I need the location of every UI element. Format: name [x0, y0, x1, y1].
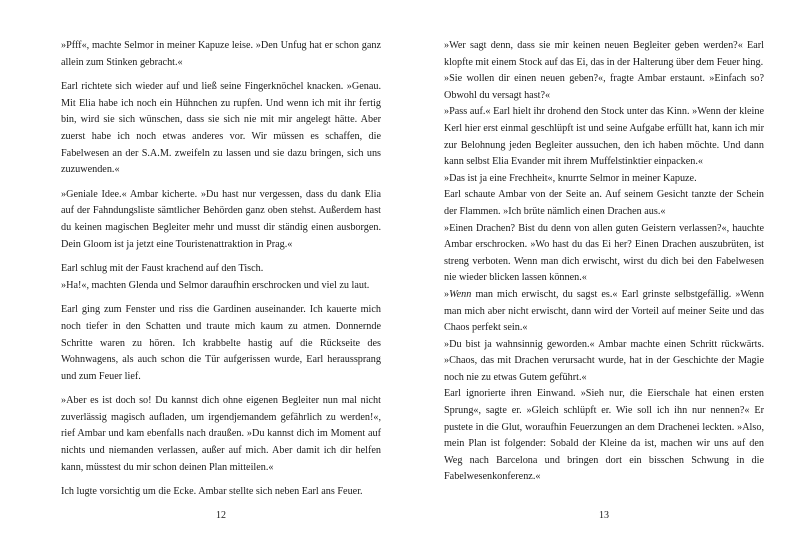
page-number: 12 [216, 510, 226, 521]
paragraph: Earl schlug mit der Faust krachend auf den Tisch. [61, 263, 264, 275]
paragraph: »Sie wollen dir einen neuen geben?«, fragte Ambar erstaunt. »Einfach so? Obwohl du versagt hast?« [444, 73, 764, 101]
paragraph: »Du bist ja wahnsinnig geworden.« Ambar machte einen Schritt rückwärts. »Chaos, das mit Drachen verursacht wurde, hat in der Geschichte der Magie noch nie zu etwas Gutem geführt.« [444, 338, 764, 383]
left-page [61, 38, 381, 521]
paragraph: Earl richtete sich wieder auf und ließ seine Fingerknöchel knacken. »Genau. Mit Elia habe ich noch ein Hühnchen zu rupfen. Und wenn ich mit ihr fertig bin, wird sie sich wünschen, dass sie sich nie mit mir angelegt hätte. Aber zuerst habe ich noch etwas anderes vor. Wir müssen es schaffen, die Fabelwesen an der S.A.M. zweifeln zu lassen und sie dazu bringen, sich uns zuzuwenden.« [61, 81, 381, 176]
paragraph: »Pfff«, machte Selmor in meiner Kapuze leise. »Den Unfug hat er schon ganz allein zum Stinken gebracht.« [61, 40, 381, 68]
paragraph: »Das ist ja eine Frechheit«, knurrte Selmor in meiner Kapuze. [444, 172, 697, 184]
paragraph: »Ha!«, machten Glenda und Selmor daraufhin erschrocken und viel zu laut. [61, 279, 370, 291]
paragraph-rest: man mich erwischt, du sagst es.« Earl grinste selbstgefällig. »Wenn man mich aber nicht erwischt, dann wird der Vorteil auf meiner Seite und das Chaos perfekt sein.« [444, 288, 764, 334]
page-number: 13 [599, 510, 609, 521]
paragraph: Earl schaute Ambar von der Seite an. Auf seinem Gesicht tanzte der Schein der Flammen. »Ich brüte nämlich einen Drachen aus.« [444, 189, 764, 217]
left-page-text [61, 38, 381, 501]
emphasized-word: Wenn [449, 288, 472, 300]
right-page-text [444, 38, 764, 486]
paragraph: Ich lugte vorsichtig um die Ecke. Ambar stellte sich neben Earl ans Feuer. [61, 486, 363, 498]
paragraph: Earl ignorierte ihren Einwand. »Sieh nur, die Eierschale hat einen ersten Sprung«, sagte er. »Gleich schlüpft er. Wie soll ich ihn nur nennen?« Er pustete in die Glut, woraufhin Feuerzungen an dem Drachenei leckten. »Also, mein Plan ist folgender: Sobald der Kleine da ist, machen wir uns auf den Weg nach Barcelona und bringen dort ein bisschen Schwung in die Fabelwesenkonferenz.« [444, 388, 764, 483]
paragraph [444, 287, 764, 337]
quote-open: » [444, 288, 450, 300]
paragraph: Earl ging zum Fenster und riss die Gardinen auseinander. Ich kauerte mich noch tiefer in den Schatten und traute mich kaum zu atmen. Donnernde Schritte waren zu hören. Ich krabbelte hastig auf die Rückseite des Wohnwagens, als auch schon die Tür aufgerissen wurde, Earl heraussprang und zum Feuer lief. [61, 304, 381, 382]
paragraph: »Aber es ist doch so! Du kannst dich ohne eigenen Begleiter nun mal nicht zuverlässig magisch aufladen, um irgendjemandem gefährlich zu werden!«, rief Ambar und kam ebenfalls nach draußen. »Du kannst dich im Moment auf nichts und niemanden verlassen, außer auf mich. Aber damit ich dir helfen kann, müsstest du mir schon deinen Plan mitteilen.« [61, 395, 381, 473]
paragraph: »Pass auf.« Earl hielt ihr drohend den Stock unter das Kinn. »Wenn der kleine Kerl hier erst einmal geschlüpft ist und seine Aufgabe erfüllt hat, kann ich mir zur Belohnung jeden Begleiter aussuchen, den ich haben möchte. Und dann kann selbst Elia Evander mit ihrem Muffelstinktier einpacken.« [444, 106, 764, 168]
paragraph: »Geniale Idee.« Ambar kicherte. »Du hast nur vergessen, dass du dank Elia auf der Fahndungsliste sämtlicher Behörden ganz oben stehst. Außerdem hast du keinen magischen Begleiter mehr und musst dir ständig einen ausborgen. Dein Gloom ist ja jetzt eine Touristenattraktion in Prag.« [61, 188, 381, 250]
paragraph: »Einen Drachen? Bist du denn von allen guten Geistern verlassen?«, hauchte Ambar erschrocken. »Wo hast du das Ei her? Einen Drachen auszubrüten, ist streng verboten. Wenn man dich erwischt, wirst du dich bei den Fabelwesen nie wieder blicken lassen können.« [444, 222, 764, 284]
right-page [444, 38, 764, 521]
paragraph: »Wer sagt denn, dass sie mir keinen neuen Begleiter geben werden?« Earl klopfte mit einem Stock auf das Ei, das in der Halterung über dem Feuer hing. [444, 40, 764, 68]
